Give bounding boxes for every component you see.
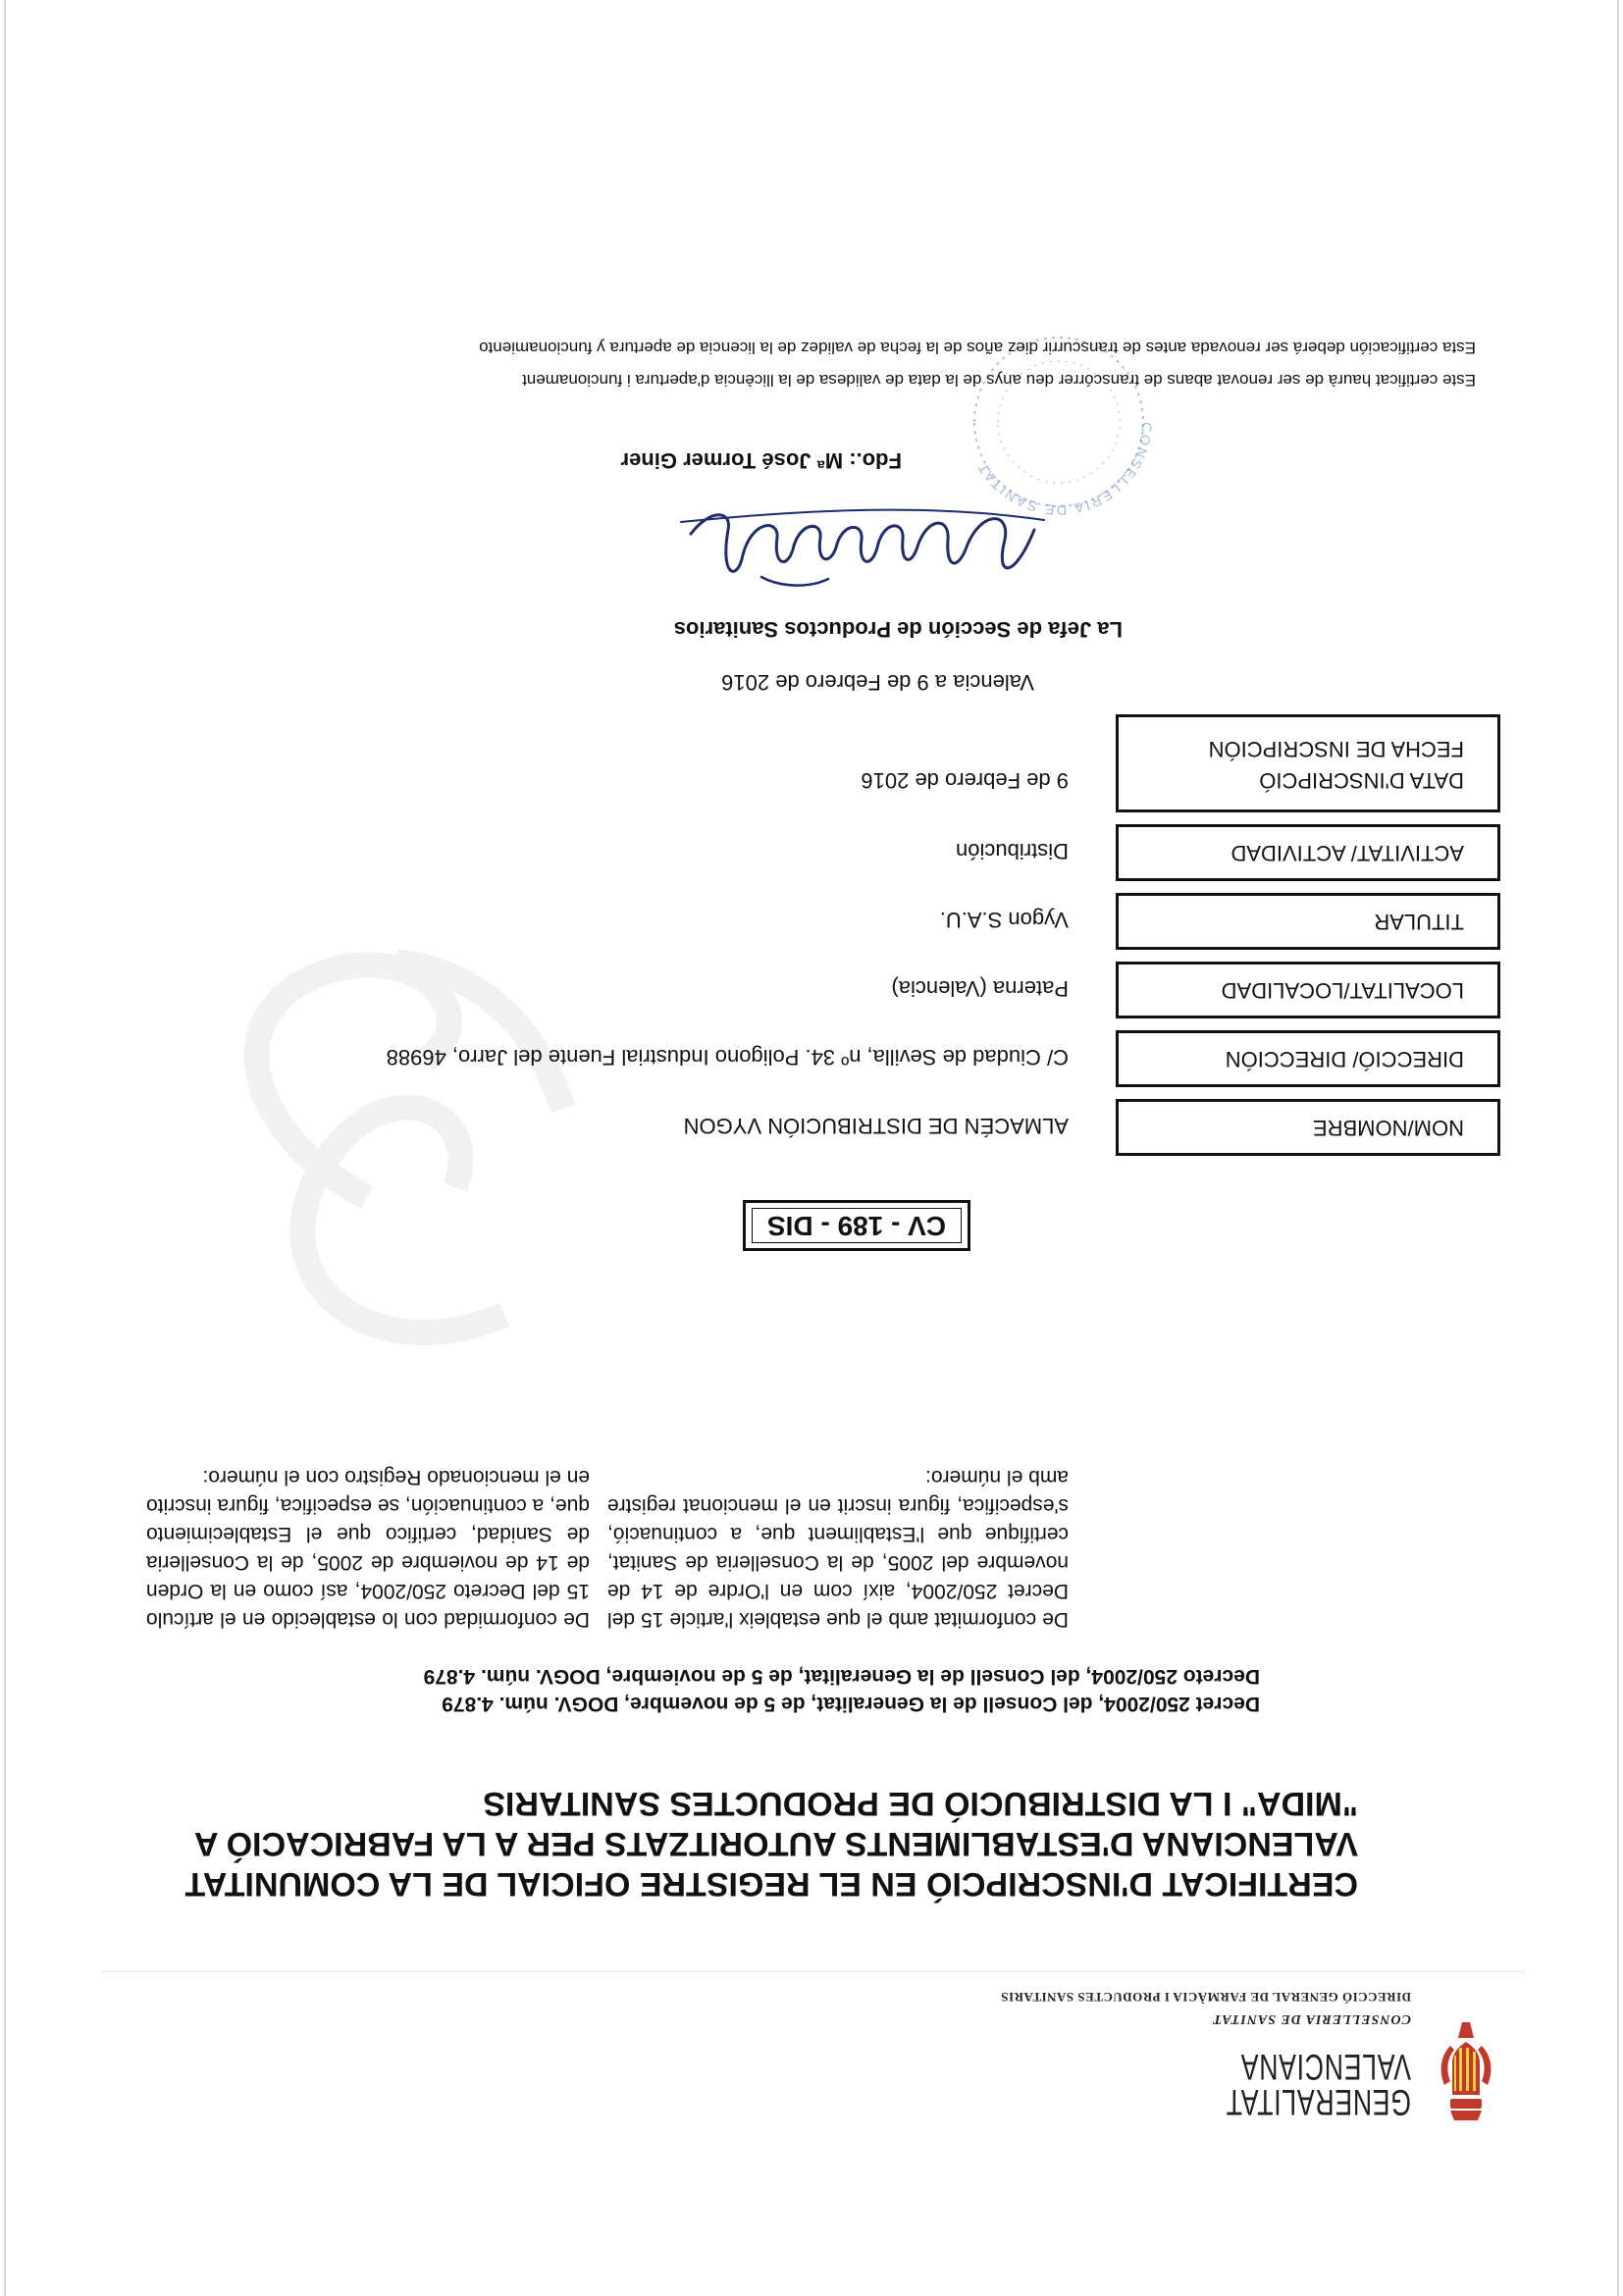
field-label-data (1116, 714, 1500, 812)
title-line-3: "MIDA" I LA DISTRIBUCIÓ DE PRODUCTES SANITARIS (483, 1785, 1358, 1822)
header-logo-block (809, 1938, 1495, 2124)
registration-number-box (743, 1200, 970, 1251)
signer-role: La Jefa de Sección de Productos Sanitarios (673, 617, 1123, 642)
field-value-localitat: Paterna (Valencia) (891, 976, 1069, 1001)
valenciana-wordmark: VALENCIANA (1239, 2047, 1411, 2087)
title-line-1: CERTIFICAT D'INSCRIPCIÓ EN EL REGISTRE OFICIAL DE LA COMUNITAT (184, 1865, 1358, 1903)
title-line-2: VALENCIANA D'ESTABLIMENTS AUTORITZATS PER A LA FABRICACIÓ A (193, 1825, 1358, 1862)
generalitat-wordmark: GENERALITAT (1225, 2082, 1411, 2122)
field-label-nom: NOM/NOMBRE (1116, 1099, 1500, 1156)
registration-number-inner-border (752, 1208, 962, 1243)
field-value-activitat: Distribución (956, 839, 1069, 863)
field-label-activitat: ACTIVITAT/ ACTIVIDAD (1116, 824, 1500, 881)
field-value-direccio: C/ Ciudad de Sevilla, nº 34. Poligono Industrial Fuente del Jarro, 46988 (386, 1045, 1069, 1070)
field-label-titular: TITULAR (1116, 893, 1500, 950)
intro-catalan: De conformitat amb el que estableix l'article 15 del Decret 250/2004, així com en l'Ordre de 14 de novembre del 2005, de la Conselleria de Sanitat, certifique que l'Establiment que, a continuació, s'especifica, figura inscrit en el mencionat registre amb el número: (607, 1466, 1069, 1631)
registration-number: CV - 189 - DIS (766, 1211, 947, 1241)
field-value-titular: Vygon S.A.U. (939, 908, 1069, 932)
decree-reference (377, 1662, 1260, 1717)
generalitat-crest-icon (1437, 2016, 1495, 2124)
field-label-localitat: LOCALITAT/LOCALIDAD (1116, 962, 1500, 1018)
certificate-title (184, 1783, 1358, 1904)
header-divider (102, 1971, 1525, 1972)
decree-es: Decreto 250/2004, del Consell de la Generalitat, de 5 de noviembre, DOGV. núm. 4.879 (423, 1665, 1260, 1688)
field-value-nom: ALMACÉN DE DISTRIBUCIÓN VYGON (683, 1114, 1069, 1138)
scan-edge-left (1617, 0, 1619, 2296)
intro-spanish: De conformidad con lo establecido en el artículo 15 del Decreto 250/2004, así como en la Orden de 14 de noviembre de 2005, de la Conselleria de Sanidad, certifico que el Establecimiento que, a continuación, se especifica, figura inscrito en el mencionado Registro con el número: (146, 1466, 590, 1631)
stamp-text: CONSELLERIA DE SANITAT (973, 421, 1156, 519)
renewal-note-catalan: Este certificat haurà de ser renovat abans de transcórrer deu anys de la data de validesa de la llicència d'apertura i funcionament (522, 371, 1476, 390)
field-label-data-ca: DATA D'INSCRIPCIÓ (1259, 768, 1464, 793)
renewal-note-spanish: Esta certificación deberá ser renovada antes de transcurrir diez años de la fecha de validez de la licencia de apertura y funcionamiento (479, 339, 1476, 357)
field-value-data: 9 de Febrero de 2016 (861, 768, 1069, 793)
field-label-data-es: FECHA DE INSCRIPCIÓN (1208, 737, 1464, 761)
watermark-emblem-icon (151, 922, 622, 1433)
signature-date-line: Valencia a 9 de Febrero de 2016 (721, 670, 1034, 695)
field-label-direccio: DIRECCIÓ/ DIRECCIÓN (1116, 1030, 1500, 1087)
direccio-general-name: DIRECCIÓ GENERAL DE FARMÀCIA I PRODUCTES SANITARIS (1000, 1990, 1411, 2005)
scan-edge-right (4, 0, 6, 2296)
conselleria-name: CONSELLERIA DE SANITAT (1212, 2011, 1411, 2026)
signer-name: Fdo.: Mª José Tormer Giner (620, 448, 902, 473)
handwritten-signature (661, 491, 1073, 599)
decree-ca: Decret 250/2004, del Consell de la Generalitat, de 5 de novembre, DOGV. núm. 4.879 (442, 1693, 1260, 1715)
